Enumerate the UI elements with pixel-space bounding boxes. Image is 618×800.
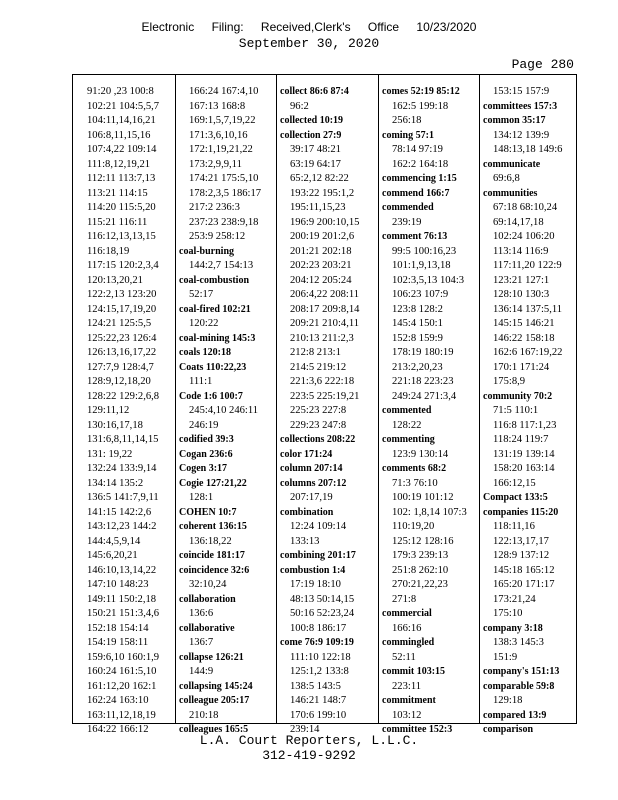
index-entry: 173:2,9,9,11 [189, 158, 242, 170]
column-divider [276, 75, 277, 723]
index-entry: 253:9 258:12 [189, 231, 246, 242]
index-headword: collaboration [179, 593, 236, 605]
index-entry: 78:14 97:19 [392, 144, 443, 155]
index-entry: 106:8,11,15,16 [87, 129, 151, 141]
index-headword: coincidence 32:6 [179, 564, 250, 576]
index-headword: Code 1:6 100:7 [179, 390, 243, 402]
index-headword: Cogie 127:21,22 [179, 477, 247, 489]
index-entry: 239:19 [392, 216, 422, 228]
index-headword: collapse 126:21 [179, 651, 244, 663]
hearing-date: September 30, 2020 [238, 36, 380, 51]
index-entry: 133:13 [290, 535, 320, 547]
index-entry: 170:6 199:10 [290, 709, 347, 721]
index-entry: 124:21 125:5,5 [87, 318, 152, 329]
index-entry: 270:21,22,23 [392, 579, 448, 590]
column-divider [479, 75, 480, 723]
index-entry: 245:4,10 246:11 [189, 405, 259, 416]
index-entry: 162:5 199:18 [392, 100, 449, 112]
index-column-4 [382, 85, 467, 738]
index-entry: 141:15 142:2,6 [87, 506, 152, 518]
index-headword: commitment [382, 695, 436, 706]
filing-word-4: Office [367, 20, 400, 34]
index-entry: 162:24 163:10 [87, 695, 149, 706]
index-entry: 206:4,22 208:11 [290, 289, 360, 300]
filing-word-1: Electronic [141, 20, 195, 34]
column-divider [175, 75, 176, 723]
index-headword: come 76:9 109:19 [280, 637, 354, 648]
index-entry: 130:16,17,18 [87, 419, 143, 431]
index-headword: collections 208:22 [280, 434, 356, 445]
index-entry: 117:11,20 122:9 [493, 260, 562, 271]
index-entry: 99:5 100:16,23 [392, 245, 457, 257]
index-entry: 115:21 116:11 [87, 216, 148, 228]
index-headword: collection 27:9 [280, 129, 342, 141]
index-headword: Cogan 236:6 [179, 448, 233, 460]
index-headword: comments 68:2 [382, 463, 447, 474]
index-headword: commented [382, 405, 432, 416]
filing-word-5: 10/23/2020 [416, 20, 477, 34]
index-entry: 154:19 158:11 [87, 637, 149, 648]
index-entry: 178:19 180:19 [392, 347, 454, 358]
index-entry: 132:24 133:9,14 [87, 463, 157, 474]
index-entry: 158:20 163:14 [493, 463, 555, 474]
index-entry: 256:18 [392, 115, 422, 126]
column-divider [378, 75, 379, 723]
index-column-3 [280, 85, 359, 738]
index-headword: collect 86:6 87:4 [280, 86, 349, 97]
index-entry: 200:19 201:2,6 [290, 231, 355, 242]
index-entry: 17:19 18:10 [290, 579, 341, 590]
index-entry: 195:11,15,23 [290, 202, 346, 213]
index-entry: 114:20 115:5,20 [87, 202, 156, 213]
index-entry: 136:7 [189, 637, 214, 648]
index-entry: 271:8 [392, 593, 417, 605]
index-entry: 208:17 209:8,14 [290, 303, 360, 315]
index-entry: 129:11,12 [87, 405, 130, 416]
index-entry: 107:4,22 109:14 [87, 144, 157, 155]
index-entry: 212:8 213:1 [290, 347, 341, 358]
reporter-phone: 312-419-9292 [262, 748, 356, 763]
index-entry: 223:11 [392, 680, 422, 692]
index-column-2 [179, 85, 261, 738]
index-headword: comparable 59:8 [483, 680, 555, 692]
index-entry: 128:10 130:3 [493, 289, 550, 300]
index-entry: 144:9 [189, 666, 214, 677]
index-entry: 161:12,20 162:1 [87, 680, 157, 692]
index-entry: 160:24 161:5,10 [87, 666, 157, 677]
index-entry: 117:15 120:2,3,4 [87, 260, 159, 271]
index-headword: commercial [382, 608, 432, 619]
index-headword: column 207:14 [280, 463, 343, 474]
filing-word-3: Received,Clerk's [260, 20, 351, 34]
index-entry: 113:21 114:15 [87, 187, 148, 199]
index-entry: 153:15 157:9 [493, 86, 550, 97]
index-entry: 138:3 145:3 [493, 637, 544, 648]
index-entry: 63:19 64:17 [290, 158, 341, 170]
index-entry: 128:22 129:2,6,8 [87, 390, 160, 402]
index-entry: 136:6 [189, 608, 214, 619]
index-headword: combination [280, 506, 334, 518]
index-entry: 127:7,9 128:4,7 [87, 361, 154, 373]
index-entry: 52:11 [392, 651, 416, 663]
index-entry: 112:11 113:7,13 [87, 173, 156, 184]
index-entry: 172:1,19,21,22 [189, 144, 253, 155]
index-headword: collaborative [179, 622, 235, 634]
index-entry: 173:21,24 [493, 593, 536, 605]
index-entry: 204:12 205:24 [290, 274, 352, 286]
page-number: Page 280 [511, 57, 574, 72]
index-entry: 106:23 107:9 [392, 289, 449, 300]
index-headword: collapsing 145:24 [179, 680, 253, 692]
index-entry: 69:14,17,18 [493, 216, 544, 228]
index-entry: 146:10,13,14,22 [87, 564, 157, 576]
index-entry: 104:11,14,16,21 [87, 115, 156, 126]
index-entry: 193:22 195:1,2 [290, 187, 355, 199]
index-entry: 152:18 154:14 [87, 622, 149, 634]
index-entry: 178:2,3,5 186:17 [189, 187, 262, 199]
index-entry: 131:19 139:14 [493, 448, 555, 460]
index-entry: 101:1,9,13,18 [392, 260, 451, 271]
index-box [72, 74, 577, 735]
index-headword: committees 157:3 [483, 100, 558, 112]
index-entry: 237:23 238:9,18 [189, 216, 259, 228]
index-headword: collected 10:19 [280, 115, 344, 126]
index-headword: colleague 205:17 [179, 695, 250, 706]
index-entry: 131: 19,22 [87, 448, 133, 460]
index-column-1 [87, 85, 159, 738]
index-entry: 150:21 151:3,4,6 [87, 608, 160, 619]
index-headword: coincide 181:17 [179, 550, 245, 561]
index-entry: 146:21 148:7 [290, 695, 347, 706]
index-headword: coming 57:1 [382, 129, 434, 141]
index-entry: 110:19,20 [392, 521, 435, 532]
index-headword: combustion 1:4 [280, 564, 346, 576]
index-entry: 116:8 117:1,23 [493, 419, 557, 431]
index-entry: 209:21 210:4,11 [290, 318, 360, 329]
index-headword: Coats 110:22,23 [179, 361, 247, 373]
index-entry: 166:12,15 [493, 477, 536, 489]
index-entry: 65:2,12 82:22 [290, 173, 349, 184]
index-entry: 175:8,9 [493, 376, 526, 387]
index-headword: color 171:24 [280, 448, 333, 460]
index-entry: 148:13,18 149:6 [493, 144, 563, 155]
index-entry: 144:4,5,9,14 [87, 535, 141, 547]
index-entry: 128:22 [392, 419, 422, 431]
index-entry: 207:17,19 [290, 492, 333, 503]
index-headword: comment 76:13 [382, 231, 448, 242]
index-entry: 202:23 203:21 [290, 260, 352, 271]
index-entry: 229:23 247:8 [290, 419, 347, 431]
index-entry: 166:16 [392, 622, 422, 634]
index-entry: 217:2 236:3 [189, 202, 240, 213]
index-entry: 201:21 202:18 [290, 245, 352, 257]
index-entry: 225:23 227:8 [290, 405, 347, 416]
index-headword: commend 166:7 [382, 187, 450, 199]
index-entry: 159:6,10 160:1,9 [87, 651, 160, 663]
index-headword: coherent 136:15 [179, 521, 247, 532]
index-entry: 120:13,20,21 [87, 274, 143, 286]
index-entry: 152:8 159:9 [392, 332, 443, 344]
index-entry: 213:2,20,23 [392, 361, 443, 373]
index-entry: 100:8 186:17 [290, 622, 347, 634]
index-entry: 143:12,23 144:2 [87, 521, 157, 532]
index-entry: 102:24 106:20 [493, 231, 555, 242]
index-headword: Cogen 3:17 [179, 463, 228, 474]
index-entry: 166:24 167:4,10 [189, 86, 259, 97]
index-headword: columns 207:12 [280, 477, 347, 489]
index-entry: 103:12 [392, 709, 422, 721]
index-entry: 136:14 137:5,11 [493, 303, 563, 315]
index-entry: 50:16 52:23,24 [290, 608, 355, 619]
index-entry: 136:5 141:7,9,11 [87, 492, 159, 503]
index-entry: 100:19 101:12 [392, 492, 454, 503]
index-headword: commingled [382, 637, 435, 648]
index-headword: coals 120:18 [179, 347, 231, 358]
index-entry: 71:5 110:1 [493, 405, 539, 416]
index-entry: 214:5 219:12 [290, 361, 347, 373]
index-entry: 12:24 109:14 [290, 521, 347, 532]
index-headword: commit 103:15 [382, 666, 446, 677]
index-entry: 145:15 146:21 [493, 318, 555, 329]
index-headword: coal-mining 145:3 [179, 332, 256, 344]
filing-word-2: Filing: [211, 20, 244, 34]
index-entry: 170:1 171:24 [493, 361, 550, 373]
index-headword: common 35:17 [483, 115, 546, 126]
index-entry: 145:18 165:12 [493, 564, 555, 576]
index-entry: 67:18 68:10,24 [493, 202, 558, 213]
index-entry: 120:22 [189, 318, 219, 329]
index-headword: companies 115:20 [483, 506, 559, 518]
index-entry: 162:2 164:18 [392, 158, 449, 170]
index-entry: 122:13,17,17 [493, 535, 549, 547]
index-entry: 239:14 [290, 724, 320, 735]
index-entry: 167:13 168:8 [189, 100, 246, 112]
index-headword: comparison [483, 724, 533, 735]
index-entry: 111:1 [189, 376, 213, 387]
index-headword: coal-fired 102:21 [179, 303, 251, 315]
index-entry: 128:1 [189, 492, 214, 503]
index-entry: 129:18 [493, 695, 523, 706]
index-entry: 145:4 150:1 [392, 318, 443, 329]
index-headword: combining 201:17 [280, 550, 356, 561]
index-entry: 128:9 137:12 [493, 550, 550, 561]
index-entry: 123:21 127:1 [493, 274, 550, 286]
index-headword: compared 13:9 [483, 709, 547, 721]
index-entry: 125:22,23 126:4 [87, 332, 157, 344]
index-headword: committee 152:3 [382, 724, 453, 735]
index-entry: 196:9 200:10,15 [290, 216, 360, 228]
index-entry: 169:1,5,7,19,22 [189, 115, 256, 126]
index-entry: 251:8 262:10 [392, 564, 449, 576]
index-entry: 128:9,12,18,20 [87, 376, 151, 387]
index-entry: 125:12 128:16 [392, 535, 454, 547]
index-entry: 126:13,16,17,22 [87, 347, 157, 358]
index-entry: 163:11,12,18,19 [87, 709, 156, 721]
index-entry: 210:18 [189, 709, 219, 721]
index-entry: 116:18,19 [87, 245, 130, 257]
index-entry: 223:5 225:19,21 [290, 390, 360, 402]
index-entry: 102: 1,8,14 107:3 [392, 506, 467, 518]
index-headword: communicate [483, 158, 541, 170]
index-headword: coal-combustion [179, 274, 249, 286]
index-entry: 48:13 50:14,15 [290, 593, 355, 605]
index-entry: 210:13 211:2,3 [290, 332, 354, 344]
index-entry: 52:17 [189, 289, 214, 300]
index-entry: 134:14 135:2 [87, 477, 144, 489]
index-headword: commencing 1:15 [382, 173, 457, 184]
index-entry: 246:19 [189, 419, 219, 431]
index-entry: 96:2 [290, 100, 309, 112]
index-entry: 144:2,7 154:13 [189, 260, 254, 271]
index-entry: 221:3,6 222:18 [290, 376, 355, 387]
index-headword: communities [483, 187, 538, 199]
index-entry: 147:10 148:23 [87, 579, 149, 590]
index-entry: 69:6,8 [493, 173, 520, 184]
index-headword: community 70:2 [483, 390, 553, 402]
index-entry: 249:24 271:3,4 [392, 390, 457, 402]
index-entry: 91:20 ,23 100:8 [87, 86, 154, 97]
index-entry: 123:9 130:14 [392, 448, 449, 460]
index-entry: 131:6,8,11,14,15 [87, 434, 159, 445]
index-entry: 179:3 239:13 [392, 550, 449, 561]
index-headword: company 3:18 [483, 622, 543, 634]
index-entry: 116:12,13,13,15 [87, 231, 156, 242]
index-entry: 122:2,13 123:20 [87, 289, 157, 300]
index-entry: 145:6,20,21 [87, 550, 138, 561]
index-entry: 102:21 104:5,5,7 [87, 100, 160, 112]
index-entry: 113:14 116:9 [493, 245, 549, 257]
index-entry: 221:18 223:23 [392, 376, 454, 387]
filing-stamp [0, 20, 618, 34]
index-headword: colleagues 165:5 [179, 724, 249, 735]
index-entry: 118:11,16 [493, 521, 535, 532]
index-entry: 71:3 76:10 [392, 477, 438, 489]
index-entry: 149:11 150:2,18 [87, 593, 157, 605]
index-entry: 111:8,12,19,21 [87, 158, 151, 170]
index-headword: coal-burning [179, 245, 235, 257]
index-entry: 174:21 175:5,10 [189, 173, 259, 184]
index-headword: codified 39:3 [179, 434, 234, 445]
index-entry: 125:1,2 133:8 [290, 666, 349, 677]
index-entry: 123:8 128:2 [392, 303, 443, 315]
index-entry: 111:10 122:18 [290, 651, 351, 663]
index-headword: commended [382, 202, 434, 213]
index-entry: 146:22 158:18 [493, 332, 555, 344]
index-entry: 118:24 119:7 [493, 434, 549, 445]
index-entry: 136:18,22 [189, 535, 232, 547]
index-entry: 32:10,24 [189, 579, 227, 590]
index-entry: 175:10 [493, 608, 523, 619]
index-headword: comes 52:19 85:12 [382, 86, 460, 97]
index-entry: 134:12 139:9 [493, 129, 550, 141]
index-entry: 164:22 166:12 [87, 724, 149, 735]
index-entry: 171:3,6,10,16 [189, 129, 248, 141]
index-entry: 162:6 167:19,22 [493, 347, 563, 358]
index-headword: COHEN 10:7 [179, 506, 237, 518]
index-headword: company's 151:13 [483, 666, 560, 677]
index-column-5 [483, 85, 562, 738]
index-entry: 138:5 143:5 [290, 680, 341, 692]
index-headword: Compact 133:5 [483, 492, 548, 503]
index-entry: 165:20 171:17 [493, 579, 555, 590]
index-entry: 39:17 48:21 [290, 144, 341, 155]
index-entry: 102:3,5,13 104:3 [392, 274, 465, 286]
index-entry: 151:9 [493, 651, 518, 663]
reporter-name: L.A. Court Reporters, L.L.C. [199, 733, 419, 748]
index-entry: 124:15,17,19,20 [87, 303, 157, 315]
index-headword: commenting [382, 434, 435, 445]
